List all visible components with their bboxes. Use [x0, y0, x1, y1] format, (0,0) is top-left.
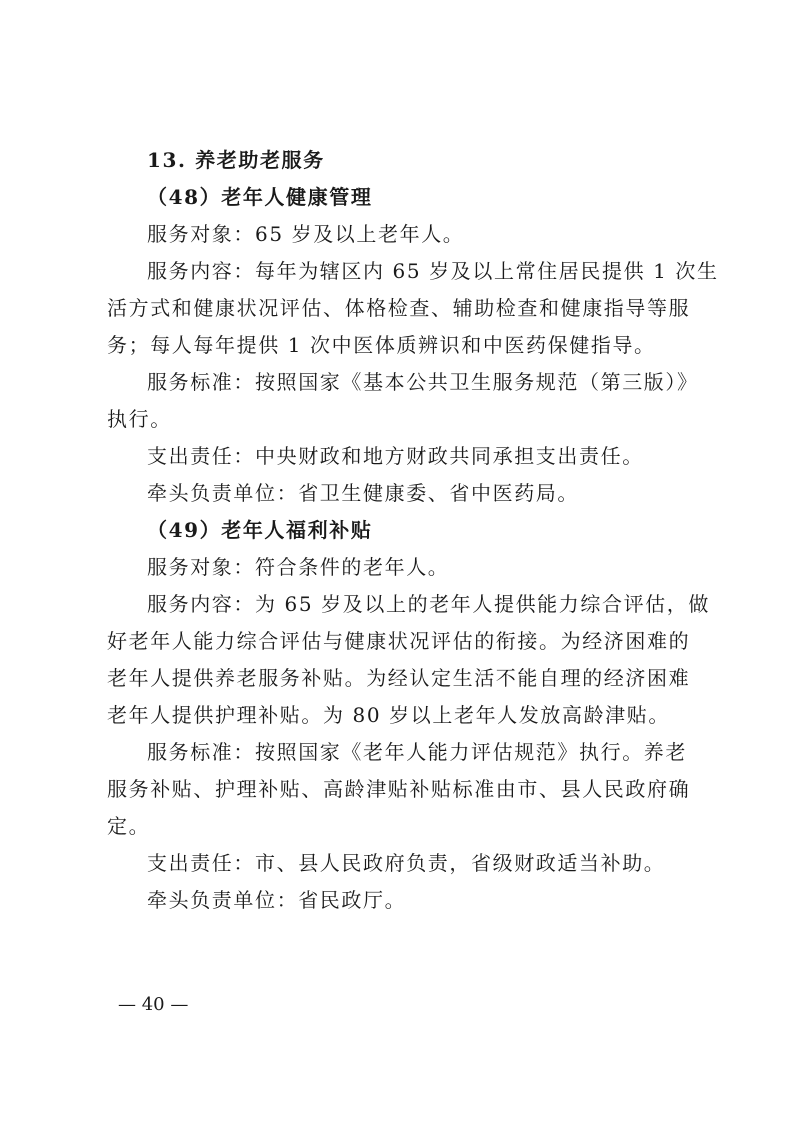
document-body	[107, 142, 719, 919]
service-standard-line: 服务补贴、护理补贴、高龄津贴补贴标准由市、县人民政府确	[107, 777, 691, 801]
service-content-line: 服务内容：为 65 岁及以上的老年人提供能力综合评估，做	[147, 592, 710, 616]
service-target: 服务对象：符合条件的老年人。	[147, 555, 450, 579]
item-heading-48: （48）老年人健康管理	[147, 185, 373, 209]
page-number: — 40 —	[118, 994, 189, 1015]
expenditure-responsibility: 支出责任：中央财政和地方财政共同承担支出责任。	[147, 444, 644, 468]
section-title: 13. 养老助老服务	[147, 148, 325, 172]
service-content-line: 好老年人能力综合评估与健康状况评估的衔接。为经济困难的	[107, 629, 691, 653]
service-content-line: 务；每人每年提供 1 次中医体质辨识和中医药保健指导。	[107, 333, 656, 357]
lead-unit: 牵头负责单位：省卫生健康委、省中医药局。	[147, 481, 579, 505]
expenditure-responsibility: 支出责任：市、县人民政府负责，省级财政适当补助。	[147, 851, 666, 875]
service-standard-line: 服务标准：按照国家《基本公共卫生服务规范（第三版）》	[147, 370, 699, 394]
service-content-line: 活方式和健康状况评估、体格检查、辅助检查和健康指导等服	[107, 296, 691, 320]
service-standard-line: 服务标准：按照国家《老年人能力评估规范》执行。养老	[147, 740, 687, 764]
lead-unit: 牵头负责单位：省民政厅。	[147, 888, 407, 912]
service-target: 服务对象：65 岁及以上老年人。	[147, 222, 465, 246]
service-content-line: 老年人提供护理补贴。为 80 岁以上老年人发放高龄津贴。	[107, 703, 670, 727]
service-standard-line: 执行。	[107, 407, 172, 431]
service-content-line: 老年人提供养老服务补贴。为经认定生活不能自理的经济困难	[107, 666, 691, 690]
service-content-line: 服务内容：每年为辖区内 65 岁及以上常住居民提供 1 次生	[147, 259, 719, 283]
item-heading-49: （49）老年人福利补贴	[147, 518, 373, 542]
service-standard-line: 定。	[107, 814, 151, 838]
